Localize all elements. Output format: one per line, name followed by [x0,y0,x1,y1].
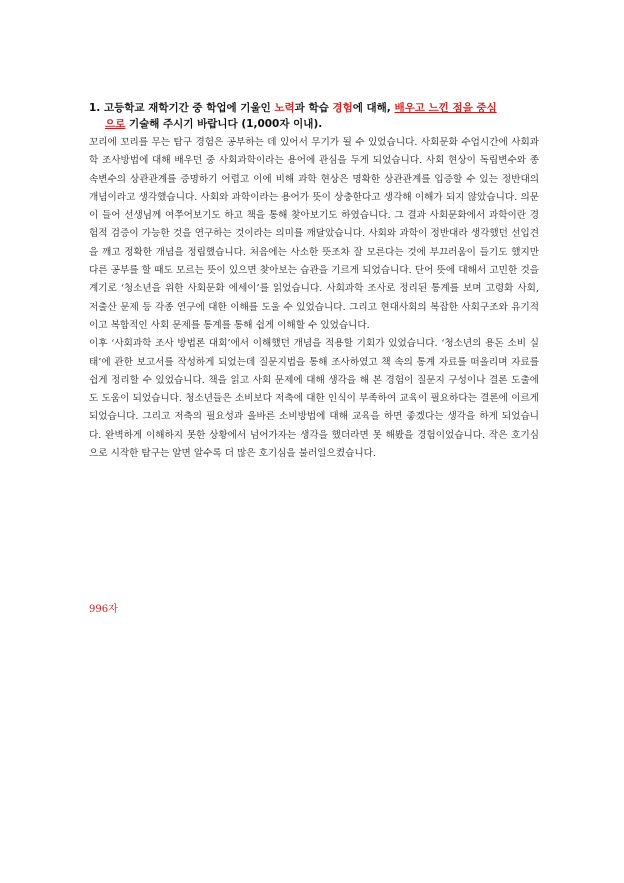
question-heading [89,100,539,132]
character-count: 996자 [89,604,118,615]
question-text-part3: 에 대해, [352,102,395,114]
highlight-experience: 경험 [332,102,353,114]
answer-body [89,134,539,463]
answer-paragraph-2: 이후 ‘사회과학 조사 방법론 대회’에서 이해했던 개념을 적용할 기회가 있었습니다. ‘청소년의 용돈 소비 실태’에 관한 보고서를 작성하게 되었는데 질문지법을 통해 조사하였고 책 속의 통계 자료를 떠올리며 자료를 쉽게 정리할 수 있었습니다. 책을 읽고 사회 문제에 대해 생각을 해 본 경험이 질문지 구성이나 결론 도출에도 도움이 되었습니다. 청소년들은 소비보다 저축에 대한 인식이 부족하여 교육이 필요하다는 결론에 이르게 되었습니다. 그리고 저축의 필요성과 올바른 소비방법에 대해 교육을 하면 좋겠다는 생각을 하게 되었습니다. 완벽하게 이해하지 못한 상황에서 넘어가자는 생각을 했더라면 못 해봤을 경험이었습니다. 작은 호기심으로 시작한 탐구는 알면 알수록 더 많은 호기심을 불러일으켰습니다. [89,338,539,460]
highlight-focus-a: 배우고 느낀 점을 중심 [394,102,497,114]
question-line-2 [89,116,539,132]
answer-paragraph-1: 꼬리에 꼬리를 무는 탐구 경험은 공부하는 데 있어서 무기가 될 수 있었습니다. 사회문화 수업시간에 사회과학 조사방법에 대해 배우던 중 사회과학이라는 용어에 관심을 두게 되었습니다. 사회 현상이 독립변수와 종속변수의 상관관계를 증명하기 어렵고 이에 비해 과학 현상은 명확한 상관관계를 입증할 수 있는 정반대의 개념이라고 생각했습니다. 사회와 과학이라는 용어가 뜻이 상충한다고 생각해 이해가 되지 않았습니다. 의문이 들어 선생님께 여쭈어보기도 하고 책을 통해 찾아보기도 하였습니다. 그 결과 사회문화에서 과학이란 경험적 검증이 가능한 것을 연구하는 것이라는 의미를 깨달았습니다. 사회와 과학이 정반대라 생각했던 선입견을 깨고 정확한 개념을 정립했습니다. 처음에는 사소한 뜻조차 잘 모른다는 것에 부끄러움이 들기도 했지만 다른 공부를 할 때도 모르는 뜻이 있으면 찾아보는 습관을 기르게 되었습니다. 단어 뜻에 대해서 고민한 것을 계기로 ‘청소년을 위한 사회문화 에세이’를 읽었습니다. 사회과학 조사로 정리된 통계를 보며 고령화 사회, 저출산 문제 등 각종 연구에 대한 이해를 도울 수 있었습니다. 그리고 현대사회의 복잡한 사회구조와 유기적이고 복합적인 사회 문제를 통계를 통해 쉽게 이해할 수 있었습니다. [89,137,539,331]
question-text-part4: 기술해 주시기 바랍니다 (1,000자 이내). [125,118,323,130]
highlight-focus-b: 으로 [105,118,126,130]
question-text-part2: 과 학습 [294,102,333,114]
highlight-effort: 노력 [274,102,295,114]
question-text-part1: 고등학교 재학기간 중 학업에 기울인 [100,102,275,114]
question-number: 1. [89,102,101,114]
